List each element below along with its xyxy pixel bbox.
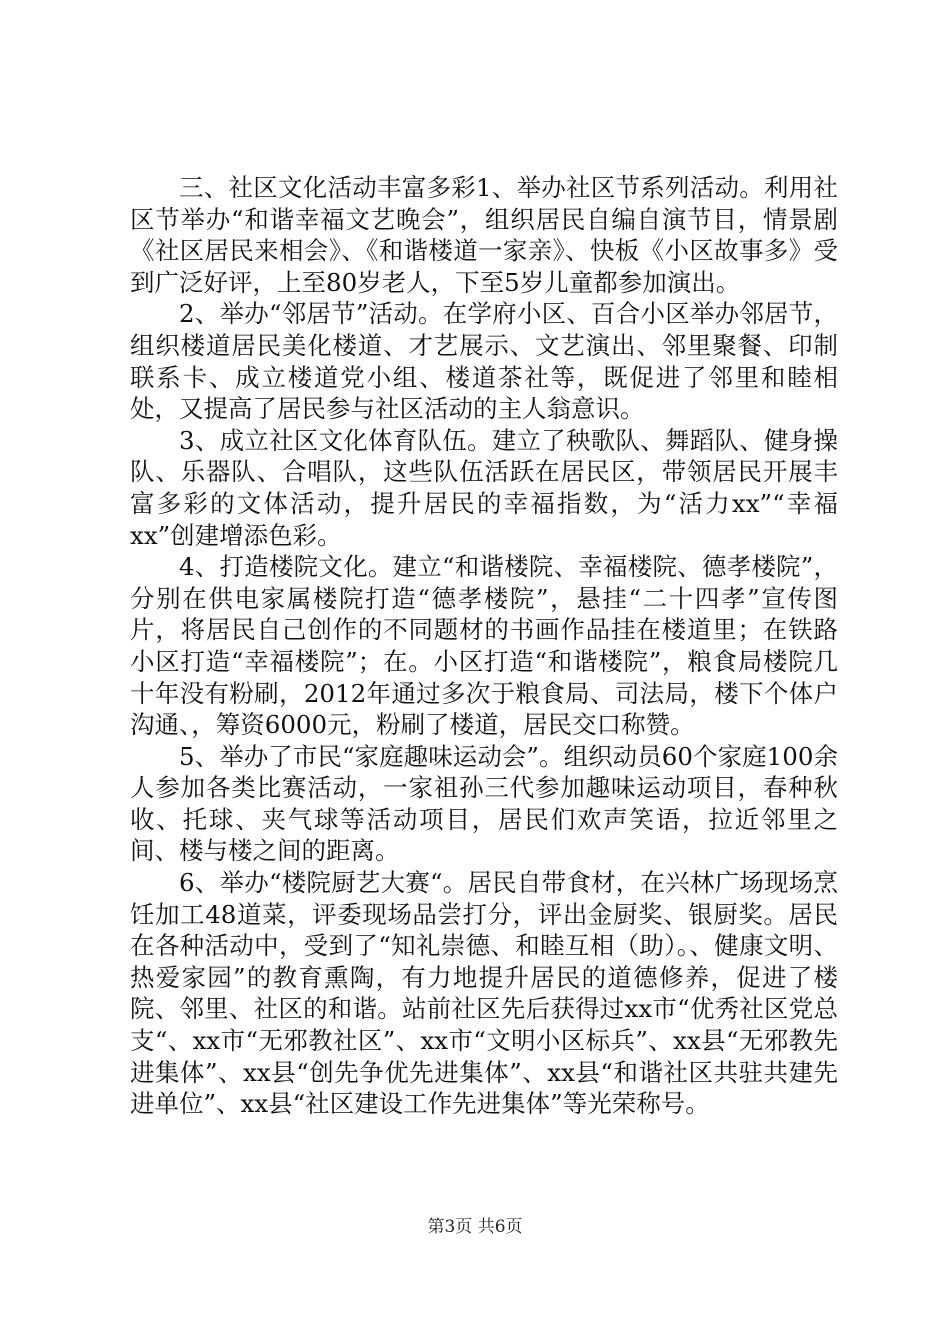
paragraph-1: 三、社区文化活动丰富多彩1、举办社区节系列活动。利用社区节举办“和谐幸福文艺晚会”，组织居民自编自演节目，情景剧《社区居民来相会》、《和谐楼道一家亲》、快板《小区故事多》受到广泛好评，上至80岁老人，下至5岁儿童都参加演出。 [130,173,838,297]
document-body [130,172,838,1120]
page-footer [0,1216,950,1238]
paragraph-4: 4、打造楼院文化。建立“和谐楼院、幸福楼院、德孝楼院”，分别在供电家属楼院打造“德孝楼院”，悬挂“二十四孝”宣传图片，将居民自己创作的不同题材的书画作品挂在楼道里；在铁路小区打造“幸福楼院”；在。小区打造“和谐楼院”，粮食局楼院几十年没有粉刷，2012年通过多次于粮食局、司法局，楼下个体户沟通、，筹资6000元，粉刷了楼道，居民交口称赞。 [130,552,838,740]
paragraph-5: 5、举办了市民“家庭趣味运动会”。组织动员60个家庭100余人参加各类比赛活动，一家祖孙三代参加趣味运动项目，春种秋收、托球、夹气球等活动项目，居民们欢声笑语，拉近邻里之间、楼与楼之间的距离。 [130,741,838,866]
paragraph-3: 3、成立社区文化体育队伍。建立了秧歌队、舞蹈队、健身操队、乐器队、合唱队，这些队伍活跃在居民区，带领居民开展丰富多彩的文体活动，提升居民的幸福指数，为“活力xx”“幸福xx”创建增添色彩。 [130,425,838,550]
paragraph-6: 6、举办“楼院厨艺大赛“。居民自带食材，在兴林广场现场烹饪加工48道菜，评委现场品尝打分，评出金厨奖、银厨奖。居民在各种活动中，受到了“知礼崇德、和睦互相（助）。、健康文明、热爱家园”的教育熏陶，有力地提升居民的道德修养，促进了楼院、邻里、社区的和谐。站前社区先后获得过xx市“优秀社区党总支“、xx市“无邪教社区”、xx市“文明小区标兵”、xx县“无邪教先进集体”、xx县“创先争优先进集体”、xx县“和谐社区共驻共建先进单位”、xx县“社区建设工作先进集体”等光荣称号。 [130,868,838,1119]
page-number-label: 第3页 共6页 [427,1217,523,1237]
paragraph-2: 2、举办“邻居节”活动。在学府小区、百合小区举办邻居节，组织楼道居民美化楼道、才艺展示、文艺演出、邻里聚餐、印制联系卡、成立楼道党小组、楼道茶社等，既促进了邻里和睦相处，又提高了居民参与社区活动的主人翁意识。 [130,299,838,424]
